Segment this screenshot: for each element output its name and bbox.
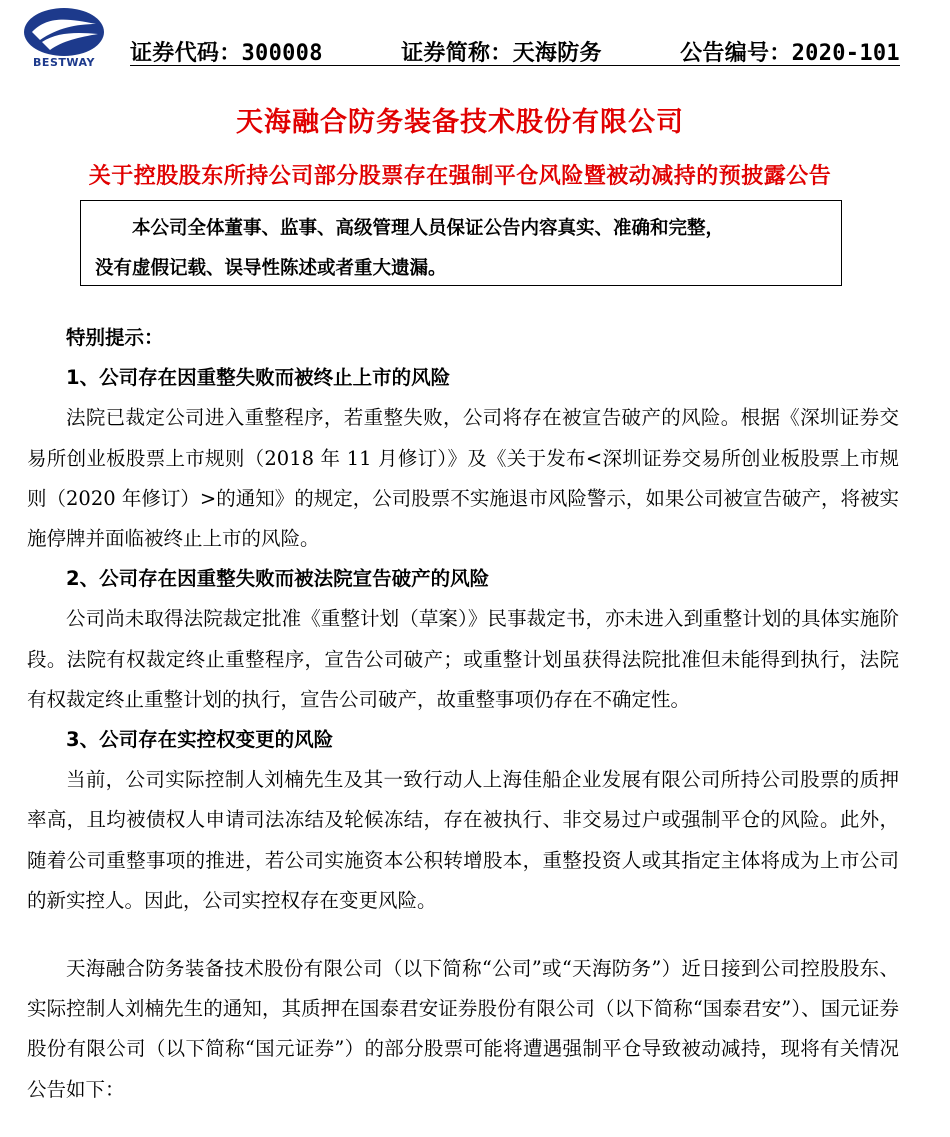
- stock-code: 证券代码：300008: [130, 41, 323, 66]
- header-info: [130, 36, 900, 67]
- section-1-heading: 1、公司存在因重整失败而被终止上市的风险: [66, 366, 451, 390]
- header: [20, 6, 900, 70]
- company-logo: [22, 6, 104, 72]
- logo-text: BESTWAY: [33, 56, 95, 69]
- header-rule: [130, 65, 900, 66]
- assurance-box: [80, 200, 842, 286]
- special-tip-heading: 特别提示：: [66, 326, 164, 349]
- stock-short-name: 证券简称：天海防务: [401, 41, 602, 66]
- paragraph-gap: [27, 921, 899, 949]
- section-3-text: 当前，公司实际控制人刘楠先生及其一致行动人上海佳船企业发展有限公司所持公司股票的质押率高，且均被债权人申请司法冻结及轮候冻结，存在被执行、非交易过户或强制平仓的风险。此外，随着公司重整事项的推进，若公司实施资本公积转增股本，重整投资人或其指定主体将成为上市公司的新实控人。因此，公司实控权存在变更风险。: [27, 768, 899, 912]
- notice-number: 公告编号：2020-101: [680, 41, 900, 66]
- bestway-logo-icon: [22, 6, 106, 58]
- announcement-title: 关于控股股东所持公司部分股票存在强制平仓风险暨被动减持的预披露公告: [88, 164, 832, 189]
- document-body: [27, 318, 899, 1110]
- section-1-text: 法院已裁定公司进入重整程序，若重整失败，公司将存在被宣告破产的风险。根据《深圳证券交易所创业板股票上市规则（2018 年 11 月修订）》及《关于发布<深圳证券交易所创业板股票上市规则（2020 年修订）>的通知》的规定，公司股票不实施退市风险警示，如果公司被宣告破产，将被实施停牌并面临被终止上市的风险。: [27, 406, 899, 551]
- section-2-text: 公司尚未取得法院裁定批准《重整计划（草案）》民事裁定书，亦未进入到重整计划的具体实施阶段。法院有权裁定终止重整程序，宣告公司破产；或重整计划虽获得法院批准但未能得到执行，法院有权裁定终止重整计划的执行，宣告公司破产，故重整事项仍存在不确定性。: [27, 607, 899, 711]
- section-2-heading: 2、公司存在因重整失败而被法院宣告破产的风险: [66, 567, 490, 591]
- company-title: 天海融合防务装备技术股份有限公司: [236, 107, 684, 138]
- assurance-line-2: 没有虚假记载、误导性陈述或者重大遗漏。: [95, 258, 447, 279]
- assurance-line-1: 本公司全体董事、监事、高级管理人员保证公告内容真实、准确和完整，: [132, 218, 725, 239]
- section-3-heading: 3、公司存在实控权变更的风险: [66, 728, 334, 752]
- closing-paragraph: 天海融合防务装备技术股份有限公司（以下简称“公司”或“天海防务”）近日接到公司控股股东、实际控制人刘楠先生的通知，其质押在国泰君安证券股份有限公司（以下简称“国泰君安”）、国元证券股份有限公司（以下简称“国元证券”）的部分股票可能将遭遇强制平仓导致被动减持，现将有关情况公告如下：: [27, 957, 899, 1101]
